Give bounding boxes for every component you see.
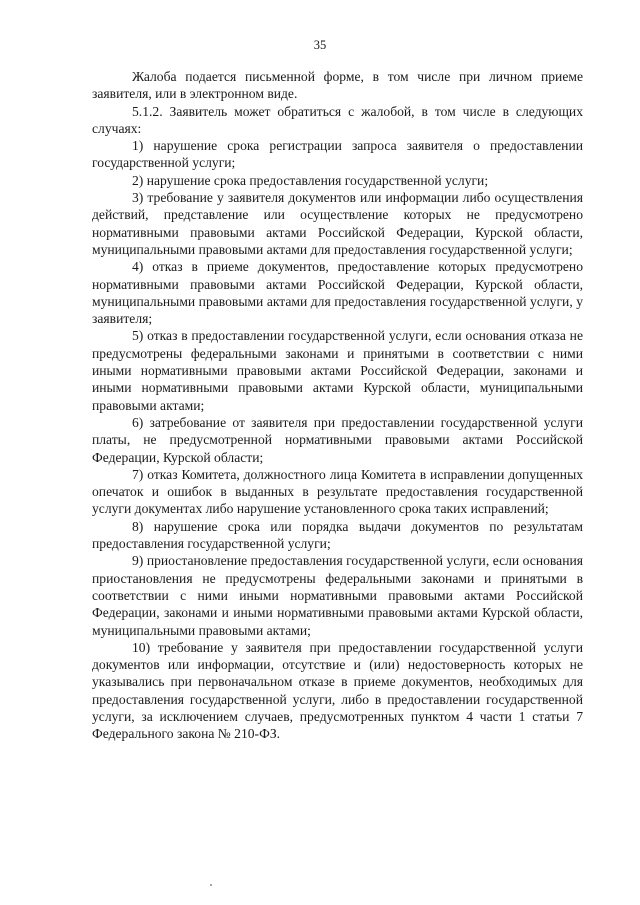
list-item-5: 5) отказ в предоставлении государственной услуги, если основания отказа не предусмотрены федеральными законами и принятыми в соответствии с ними иными нормативными правовыми актами Российской Федерации, законами и иными нормативными правовыми актами Курской области, муниципальными правовыми актами; <box>92 328 583 413</box>
list-item-7: 7) отказ Комитета, должностного лица Комитета в исправлении допущенных опечаток и ошибок в выданных в результате предоставления государственной услуги документах либо нарушение установленного срока таких исправлений; <box>92 466 583 517</box>
document-body <box>92 68 583 743</box>
list-item-6: 6) затребование от заявителя при предоставлении государственной услуги платы, не предусмотренной нормативными правовыми актами Российской Федерации, Курской области; <box>92 414 583 465</box>
list-item-9: 9) приостановление предоставления государственной услуги, если основания приостановления не предусмотрены федеральными законами и принятыми в соответствии с ними иными нормативными правовыми актами Российской Федерации, законами и иными нормативными правовыми актами Курской области, муниципальными правовыми актами; <box>92 553 583 638</box>
list-item-2: 2) нарушение срока предоставления государственной услуги; <box>132 172 489 188</box>
paragraph-complaint-form: Жалоба подается письменной форме, в том числе при личном приеме заявителя, или в электронном виде. <box>92 69 583 102</box>
scan-speck <box>210 884 212 886</box>
list-item-4: 4) отказ в приеме документов, предоставление которых предусмотрено нормативными правовыми актами Российской Федерации, Курской области, муниципальными правовыми актами для предоставления государственной услуги, у заявителя; <box>92 259 583 327</box>
paragraph-5-1-2: 5.1.2. Заявитель может обратиться с жалобой, в том числе в следующих случаях: <box>92 103 583 136</box>
list-item-8: 8) нарушение срока или порядка выдачи документов по результатам предоставления государственной услуги; <box>92 518 583 552</box>
page-number: 35 <box>313 38 327 52</box>
list-item-10: 10) требование у заявителя при предоставлении государственной услуги документов или информации, отсутствие и (или) недостоверность которых не указывались при первоначальном отказе в приеме документов, необходимых для предоставления государственной услуги, либо в предоставлении государственной услуги, за исключением случаев, предусмотренных пунктом 4 части 1 статьи 7 Федерального закона № 210-ФЗ. <box>92 639 583 742</box>
list-item-3: 3) требование у заявителя документов или информации либо осуществления действий, представление или осуществление которых не предусмотрено нормативными правовыми актами Российской Федерации, Курской области, муниципальными правовыми актами для предоставления государственной услуги; <box>92 190 583 257</box>
list-item-1: 1) нарушение срока регистрации запроса заявителя о предоставлении государственной услуги; <box>92 138 583 171</box>
